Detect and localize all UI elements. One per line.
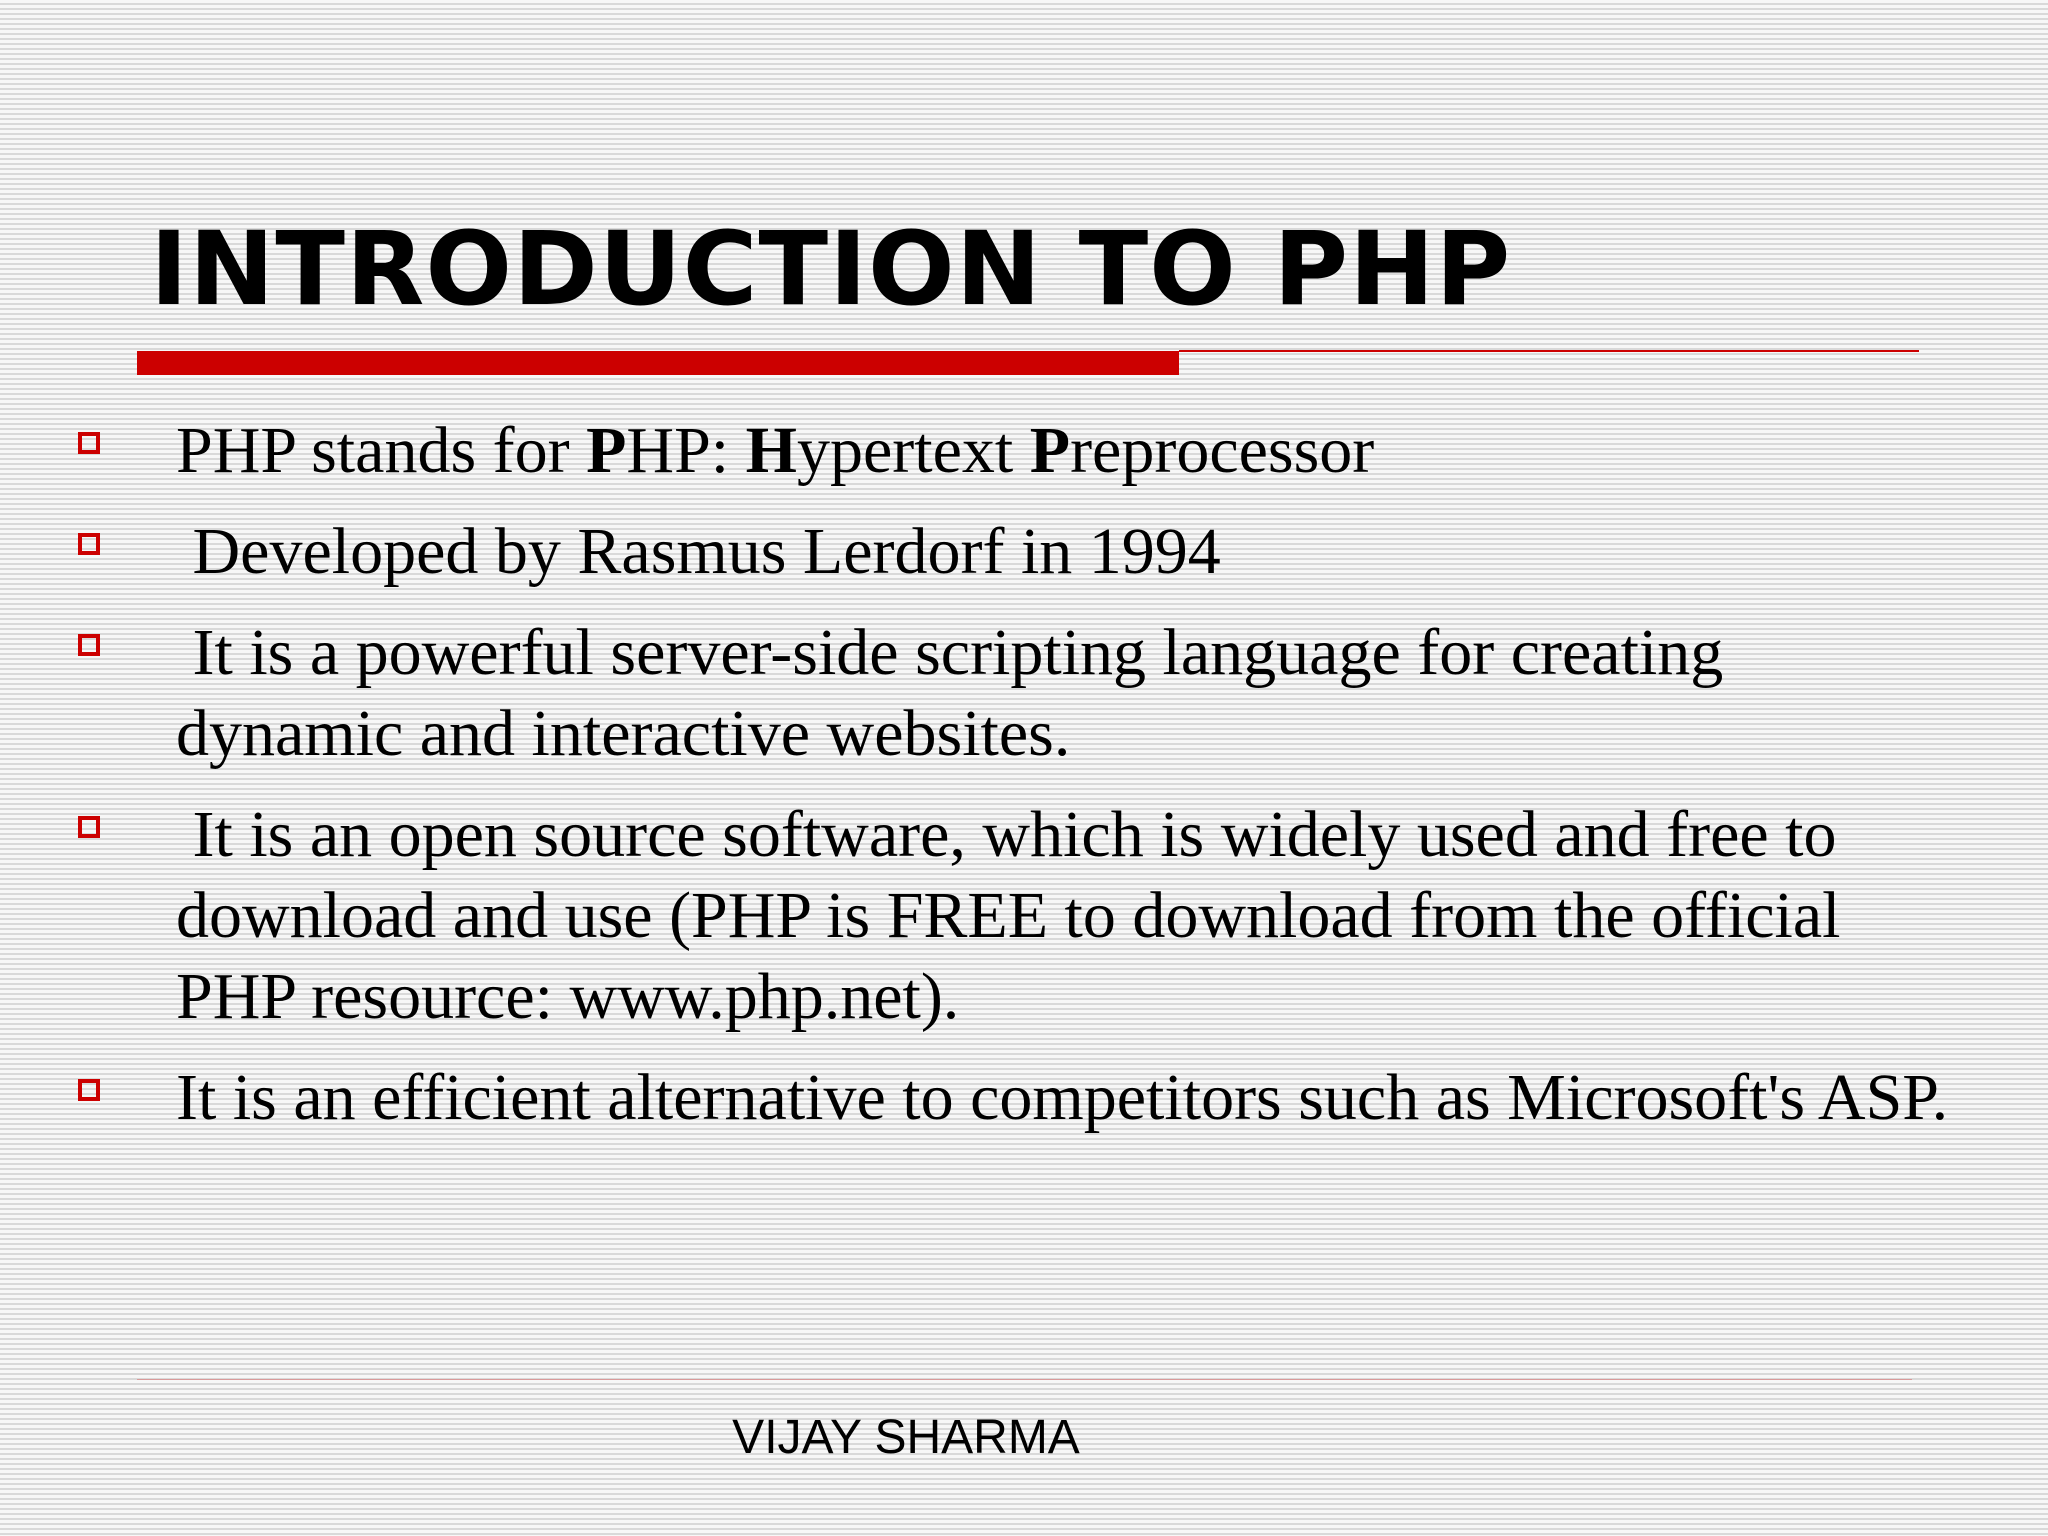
hollow-square-icon [78, 533, 100, 555]
slide-title: INTRODUCTION TO PHP [150, 210, 1512, 329]
bullet-text-part: reprocessor [1070, 414, 1375, 487]
bullet-item [0, 1057, 2048, 1138]
bullet-text-part: HP: [626, 414, 746, 487]
bullet-item [0, 511, 2048, 592]
hollow-square-icon [78, 432, 100, 454]
bullet-text-bold: P [586, 414, 627, 487]
hollow-square-icon [78, 816, 100, 838]
bullet-item [0, 410, 2048, 491]
bullet-text-part: ypertext [796, 414, 1030, 487]
bullet-text: It is an efficient alternative to competitors such as Microsoft's ASP. [176, 1061, 1949, 1134]
bullet-text: Developed by Rasmus Lerdorf in 1994 [176, 515, 1221, 588]
title-underline-thin [1179, 350, 1919, 352]
bullet-text-part: PHP stands for [176, 414, 587, 487]
title-underline-thick [137, 351, 1179, 375]
bullet-item [0, 612, 2048, 774]
hollow-square-icon [78, 634, 100, 656]
bullet-text: It is a powerful server-side scripting language for creating dynamic and interactive websites. [176, 616, 1740, 770]
bullet-list [0, 410, 2048, 1158]
bullet-item [0, 794, 2048, 1037]
footer-author: VIJAY SHARMA [732, 1411, 1080, 1464]
bullet-text-bold: P [1029, 414, 1071, 487]
bullet-text: It is an open source software, which is widely used and free to download and use (PHP is FREE to download from the official PHP resource: www.php.net). [176, 798, 1857, 1033]
bullet-text-bold: H [745, 414, 797, 487]
footer-divider [137, 1379, 1912, 1380]
hollow-square-icon [78, 1079, 100, 1101]
